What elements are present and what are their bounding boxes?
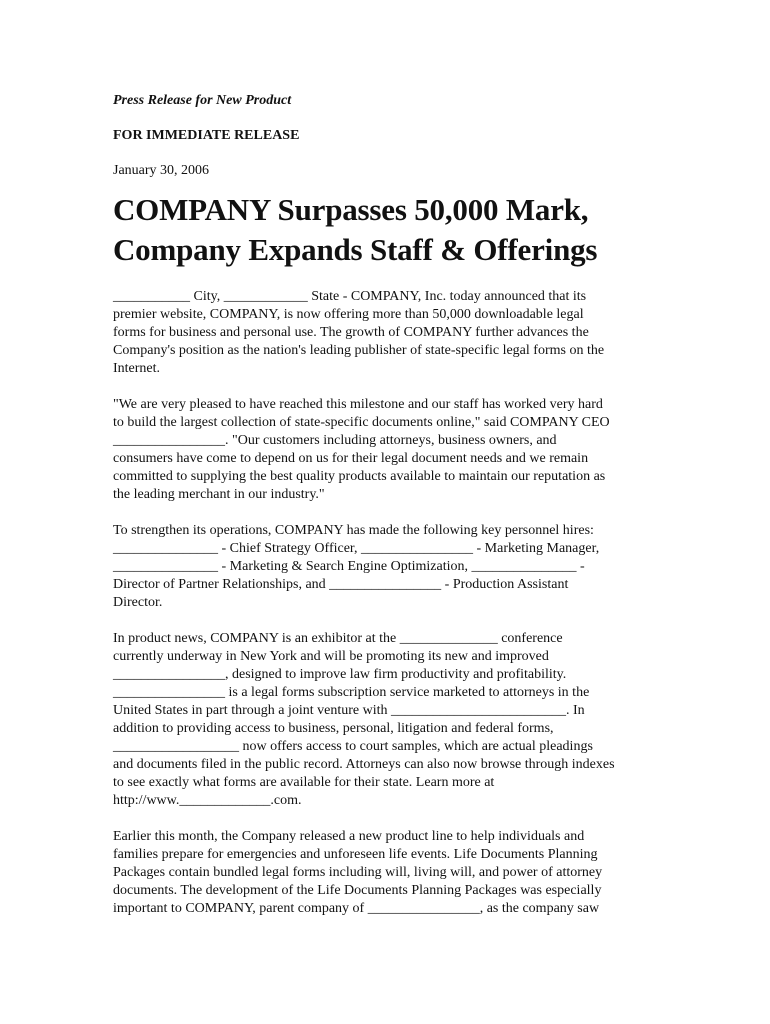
text-line: "We are very pleased to have reached this milestone and our staff has worked very hard: [113, 397, 603, 412]
headline-line: COMPANY Surpasses 50,000 Mark,: [113, 192, 589, 227]
text-line: documents. The development of the Life Documents Planning Packages was especially: [113, 883, 602, 898]
text-line: consumers have come to depend on us for their legal document needs and we remain: [113, 451, 589, 466]
paragraph-personnel: [113, 522, 663, 612]
headline-line: Company Expands Staff & Offerings: [113, 232, 598, 267]
text-line: ________________, designed to improve law firm productivity and profitability.: [113, 667, 567, 682]
paragraph-product-news: [113, 630, 663, 810]
text-line: _______________ - Chief Strategy Officer, ________________ - Marketing Manager,: [113, 541, 600, 556]
text-line: Internet.: [113, 361, 161, 376]
text-line: and documents filed in the public record. Attorneys can also now browse through indexes: [113, 757, 615, 772]
document-page: [113, 92, 663, 936]
text-line: forms for business and personal use. The growth of COMPANY further advances the: [113, 325, 589, 340]
text-line: Director.: [113, 595, 163, 610]
text-line: To strengthen its operations, COMPANY has made the following key personnel hires:: [113, 523, 594, 538]
text-line: __________________ now offers access to court samples, which are actual pleadings: [113, 739, 593, 754]
text-line: _______________ - Marketing & Search Engine Optimization, _______________ -: [113, 559, 585, 574]
paragraph-ceo-quote: [113, 396, 663, 504]
text-line: United States in part through a joint venture with _________________________. In: [113, 703, 585, 718]
text-line: In product news, COMPANY is an exhibitor at the ______________ conference: [113, 631, 563, 646]
paragraph-life-documents: [113, 828, 663, 918]
text-line: families prepare for emergencies and unforeseen life events. Life Documents Planning: [113, 847, 598, 862]
text-line: Earlier this month, the Company released a new product line to help individuals and: [113, 829, 585, 844]
text-line: the leading merchant in our industry.": [113, 487, 325, 502]
text-line: addition to providing access to business, personal, litigation and federal forms,: [113, 721, 554, 736]
text-line: ________________ is a legal forms subscription service marketed to attorneys in the: [113, 685, 590, 700]
text-line: to build the largest collection of state-specific documents online," said COMPANY CEO: [113, 415, 610, 430]
text-line: http://www._____________.com.: [113, 793, 302, 808]
text-line: to see exactly what forms are available for their state. Learn more at: [113, 775, 495, 790]
text-line: Director of Partner Relationships, and ________________ - Production Assistant: [113, 577, 569, 592]
release-date: January 30, 2006: [113, 163, 210, 178]
press-release-kicker: Press Release for New Product: [113, 93, 292, 108]
text-line: currently underway in New York and will be promoting its new and improved: [113, 649, 549, 664]
text-line: important to COMPANY, parent company of ________________, as the company saw: [113, 901, 600, 916]
text-line: committed to supplying the best quality products available to maintain our reputation as: [113, 469, 606, 484]
text-line: ___________ City, ____________ State - COMPANY, Inc. today announced that its: [113, 289, 587, 304]
release-label: FOR IMMEDIATE RELEASE: [113, 128, 300, 143]
paragraph-announcement: [113, 288, 663, 378]
headline: [113, 190, 663, 270]
text-line: premier website, COMPANY, is now offering more than 50,000 downloadable legal: [113, 307, 584, 322]
text-line: Packages contain bundled legal forms including will, living will, and power of attorney: [113, 865, 603, 880]
text-line: ________________. "Our customers including attorneys, business owners, and: [113, 433, 557, 448]
text-line: Company's position as the nation's leading publisher of state-specific legal forms on the: [113, 343, 605, 358]
